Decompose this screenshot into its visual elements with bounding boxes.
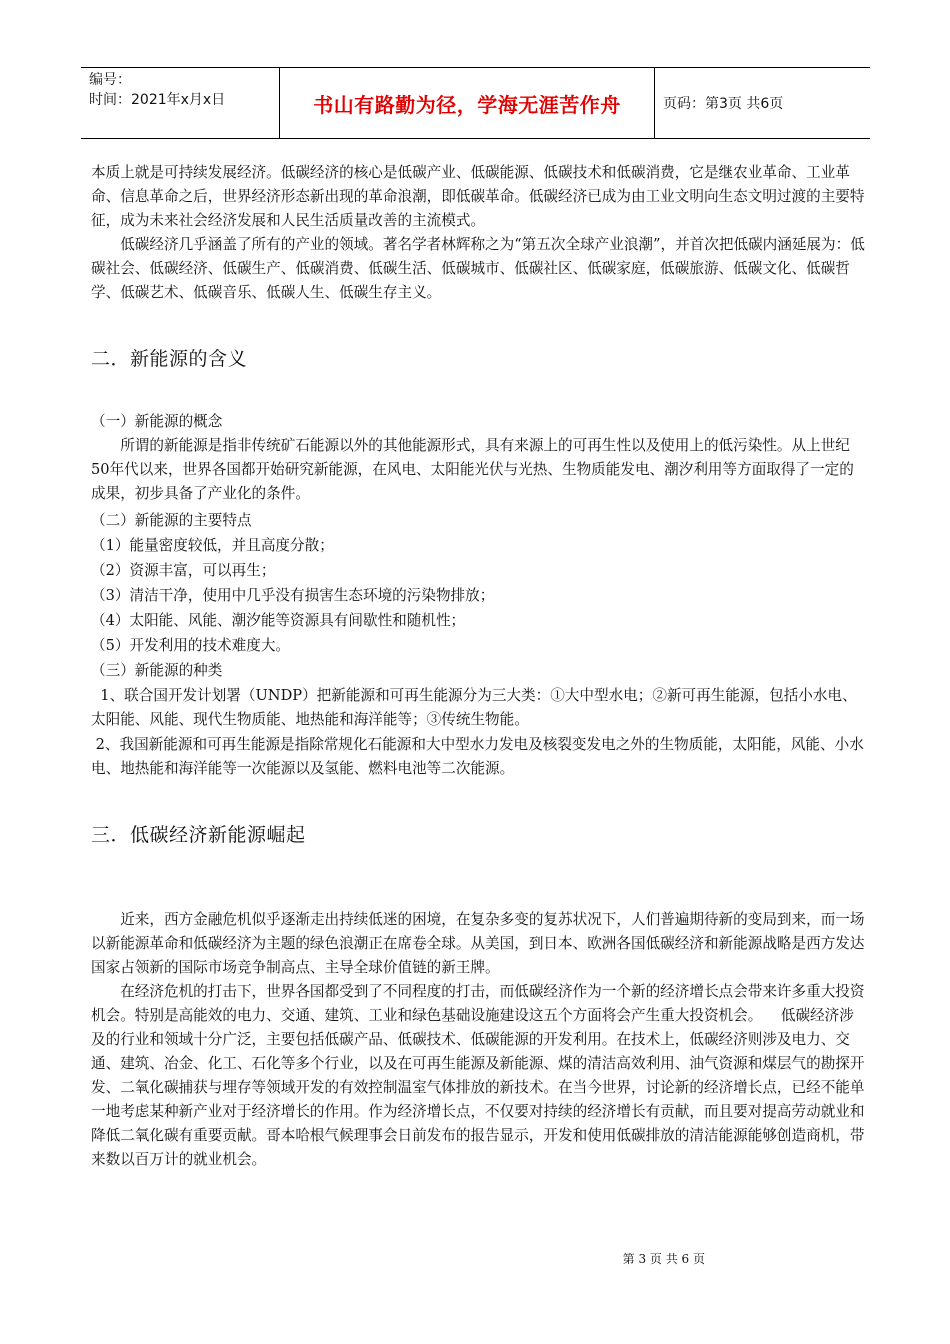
document-time-label: 时间：2021年x月x日 <box>89 92 226 108</box>
section-2-title: 二．新能源的含义 <box>91 348 248 370</box>
section-2-paragraph-1: 所谓的新能源是指非传统矿石能源以外的其他能源形式，具有来源上的可再生性以及使用上的低污染性。从上世纪50年代以来，世界各国都开始研究新能源，在风电、太阳能光伏与光热、生物质能发电、潮汐利用等方面取得了一定的成果，初步具备了产业化的条件。 <box>91 437 854 502</box>
header-motto: 书山有路勤为径，学海无涯苦作舟 <box>280 68 655 138</box>
section-2-sub-3: （三）新能源的种类 <box>91 662 223 679</box>
feature-item-2: （2）资源丰富，可以再生； <box>91 562 276 579</box>
feature-item-1: （1）能量密度较低，并且高度分散； <box>91 537 334 554</box>
header-page-info: 页码：第3页 共6页 <box>663 96 784 112</box>
section-3-title: 三．低碳经济新能源崛起 <box>91 824 306 846</box>
section-3-paragraph-2: 在经济危机的打击下，世界各国都受到了不同程度的打击，而低碳经济作为一个新的经济增长点会带来许多重大投资机会。特别是高能效的电力、交通、建筑、工业和绿色基础设施建设这五个方面将会产生重大投资机会。 低碳经济涉及的行业和领域十分广泛，主要包括低碳产品、低碳技术、低碳能源的开发利用。在技术上，低碳经济则涉及电力、交通、建筑、冶金、化工、石化等多个行业，以及在可再生能源及新能源、煤的清洁高效利用、油气资源和煤层气的勘探开发、二氧化碳捕获与埋存等领域开发的有效控制温室气体排放的新技术。在当今世界，讨论新的经济增长点，已经不能单一地考虑某种新产业对于经济增长的作用。作为经济增长点，不仅要对持续的经济增长有贡献，而且要对提高劳动就业和降低二氧化碳有重要贡献。哥本哈根气候理事会日前发布的报告显示，开发和使用低碳排放的清洁能源能够创造商机，带来数以百万计的就业机会。 <box>91 983 865 1168</box>
intro-paragraph-2: 低碳经济几乎涵盖了所有的产业的领域。著名学者林辉称之为“第五次全球产业浪潮”，并首次把低碳内涵延展为：低碳社会、低碳经济、低碳生产、低碳消费、低碳生活、低碳城市、低碳社区、低碳家庭，低碳旅游、低碳文化、低碳哲学、低碳艺术、低碳音乐、低碳人生、低碳生存主义。 <box>91 236 865 301</box>
page-header <box>81 67 870 139</box>
document-number-label: 编号： <box>89 72 131 88</box>
footer-page-number: 第 3 页 共 6 页 <box>622 1252 705 1266</box>
feature-item-3: （3）清洁干净，使用中几乎没有损害生态环境的污染物排放； <box>91 587 495 604</box>
type-item-1: 1、联合国开发计划署（UNDP）把新能源和可再生能源分为三大类：①大中型水电；②新可再生能源，包括小水电、太阳能、风能、现代生物质能、地热能和海洋能等；③传统生物能。 <box>91 687 857 728</box>
section-2-sub-1: （一）新能源的概念 <box>91 413 223 430</box>
feature-item-5: （5）开发利用的技术难度大。 <box>91 637 291 654</box>
type-item-2: 2、我国新能源和可再生能源是指除常规化石能源和大中型水力发电及核裂变发电之外的生物质能，太阳能，风能、小水电、地热能和海洋能等一次能源以及氢能、燃料电池等二次能源。 <box>91 736 864 777</box>
feature-item-4: （4）太阳能、风能、潮汐能等资源具有间歇性和随机性； <box>91 612 466 629</box>
intro-paragraph-1: 本质上就是可持续发展经济。低碳经济的核心是低碳产业、低碳能源、低碳技术和低碳消费，它是继农业革命、工业革命、信息革命之后，世界经济形态新出现的革命浪潮，即低碳革命。低碳经济已成为由工业文明向生态文明过渡的主要特征，成为未来社会经济发展和人民生活质量改善的主流模式。 <box>91 164 865 229</box>
section-2-sub-2: （二）新能源的主要特点 <box>91 512 252 529</box>
section-3-paragraph-1: 近来，西方金融危机似乎逐渐走出持续低迷的困境，在复杂多变的复苏状况下，人们普遍期待新的变局到来，而一场以新能源革命和低碳经济为主题的绿色浪潮正在席卷全球。从美国，到日本、欧洲各国低碳经济和新能源战略是西方发达国家占领新的国际市场竞争制高点、主导全球价值链的新王牌。 <box>91 911 865 976</box>
page-footer <box>0 1250 950 1267</box>
header-meta <box>81 68 280 138</box>
